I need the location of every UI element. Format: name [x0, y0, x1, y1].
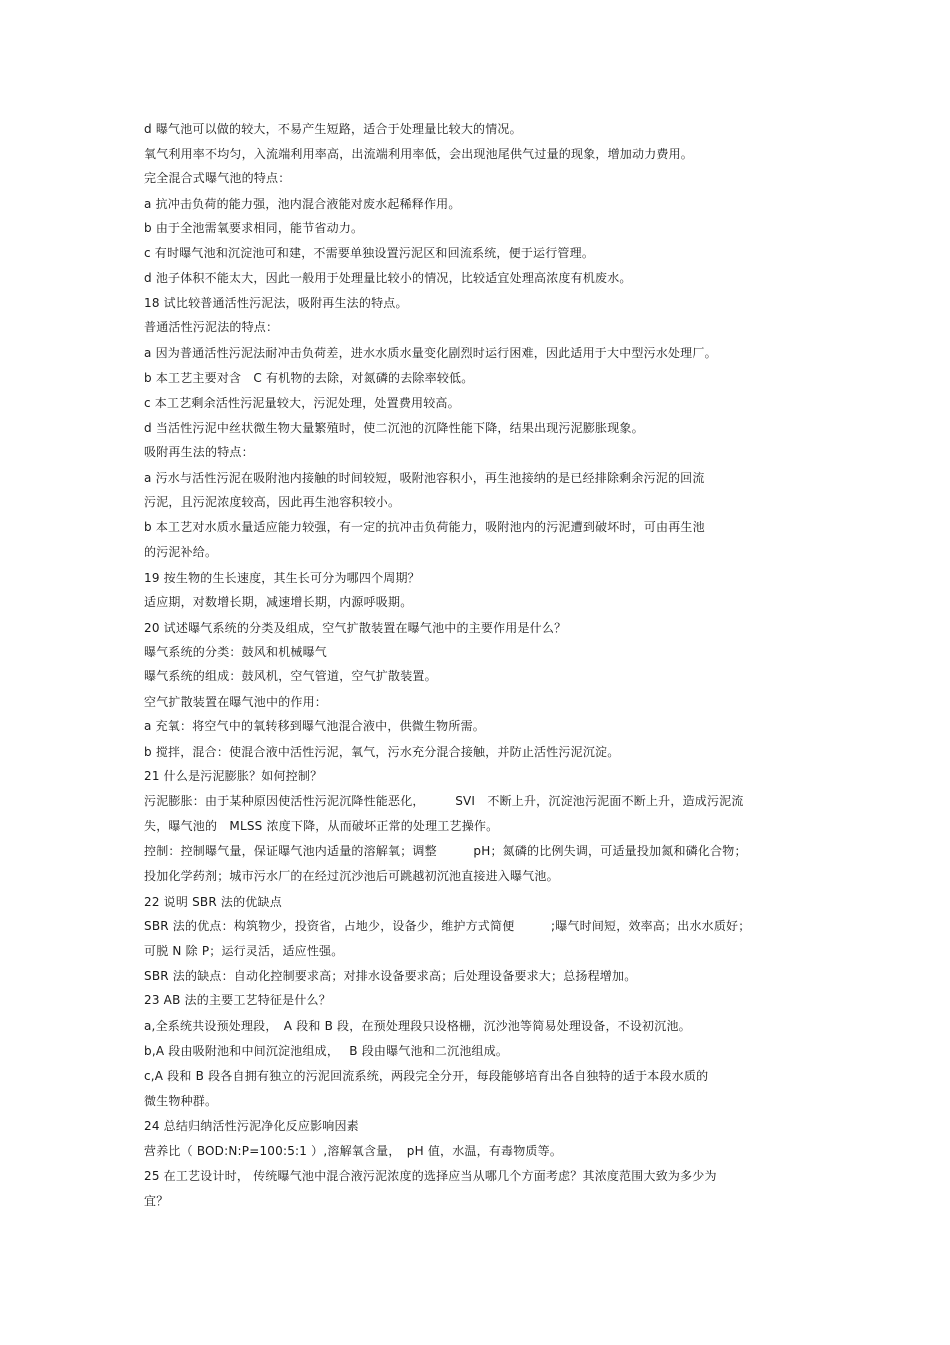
- text-line: d 池子体积不能太大，因此一般用于处理量比较小的情况，比较适宜处理高浓度有机废水。: [144, 271, 632, 285]
- text-line: 完全混合式曝气池的特点：: [144, 171, 291, 185]
- text-line: 空气扩散装置在曝气池中的作用：: [144, 695, 328, 709]
- text-line: SBR 法的优点：构筑物少，投资省，占地少，设备少，维护方式简便 ;曝气时间短，效率高；出水水质好；: [144, 919, 751, 933]
- text-line: d 当活性污泥中丝状微生物大量繁殖时，使二沉池的沉降性能下降，结果出现污泥膨胀现象。: [144, 421, 644, 435]
- text-line: 19 按生物的生长速度，其生长可分为哪四个周期？: [144, 571, 420, 585]
- text-line: 污泥，且污泥浓度较高，因此再生池容积较小。: [144, 495, 401, 509]
- text-line: a 污水与活性污泥在吸附池内接触的时间较短，吸附池容积小，再生池接纳的是已经排除剩余污泥的回流: [144, 471, 705, 485]
- text-line: b 本工艺对水质水量适应能力较强，有一定的抗冲击负荷能力，吸附池内的污泥遭到破坏时，可由再生池: [144, 520, 705, 534]
- text-line: c 本工艺剩余活性污泥量较大，污泥处理，处置费用较高。: [144, 396, 460, 410]
- text-line: 的污泥补给。: [144, 545, 218, 559]
- text-line: 宜？: [144, 1194, 169, 1208]
- text-line: 曝气系统的分类：鼓风和机械曝气: [144, 645, 328, 659]
- text-line: 22 说明 SBR 法的优缺点: [144, 895, 282, 909]
- text-line: 失，曝气池的 MLSS 浓度下降，从而破坏正常的处理工艺操作。: [144, 819, 499, 833]
- text-line: 氧气利用率不均匀，入流端利用率高，出流端利用率低，会出现池尾供气过量的现象，增加动力费用。: [144, 147, 694, 161]
- text-line: 营养比（ BOD:N:P=100:5:1 ）,溶解氧含量， pH 值，水温，有毒物质等。: [144, 1144, 563, 1158]
- text-line: a 因为普通活性污泥法耐冲击负荷差，进水水质水量变化剧烈时运行困难，因此适用于大中型污水处理厂。: [144, 346, 717, 360]
- text-line: 适应期，对数增长期，减速增长期，内源呼吸期。: [144, 595, 413, 609]
- text-line: a,全系统共设预处理段， A 段和 B 段，在预处理段只设格栅，沉沙池等简易处理设备，不设初沉池。: [144, 1019, 691, 1033]
- text-line: 吸附再生法的特点：: [144, 445, 254, 459]
- text-line: 可脱 N 除 P；运行灵活，适应性强。: [144, 944, 344, 958]
- text-line: 24 总结归纳活性污泥净化反应影响因素: [144, 1119, 359, 1133]
- text-line: b 搅拌，混合：使混合液中活性污泥，氧气，污水充分混合接触，并防止活性污泥沉淀。: [144, 745, 620, 759]
- text-line: c 有时曝气池和沉淀池可和建，不需要单独设置污泥区和回流系统，便于运行管理。: [144, 246, 595, 260]
- text-line: 曝气系统的组成：鼓风机，空气管道，空气扩散装置。: [144, 669, 437, 683]
- text-line: 20 试述曝气系统的分类及组成，空气扩散装置在曝气池中的主要作用是什么？: [144, 621, 567, 635]
- text-line: 23 AB 法的主要工艺特征是什么？: [144, 993, 331, 1007]
- text-line: 18 试比较普通活性污泥法，吸附再生法的特点。: [144, 296, 408, 310]
- text-line: SBR 法的缺点：自动化控制要求高；对排水设备要求高；后处理设备要求大；总扬程增加。: [144, 969, 637, 983]
- text-line: b,A 段由吸附池和中间沉淀池组成， B 段由曝气池和二沉池组成。: [144, 1044, 509, 1058]
- text-line: 普通活性污泥法的特点：: [144, 320, 279, 334]
- text-line: 21 什么是污泥膨胀？如何控制？: [144, 769, 323, 783]
- text-line: c,A 段和 B 段各自拥有独立的污泥回流系统，两段完全分开，每段能够培育出各自独特的适于本段水质的: [144, 1069, 709, 1083]
- text-line: b 由于全池需氧要求相同，能节省动力。: [144, 221, 364, 235]
- text-line: 微生物种群。: [144, 1094, 218, 1108]
- text-line: 投加化学药剂；城市污水厂的在经过沉沙池后可跳越初沉池直接进入曝气池。: [144, 869, 559, 883]
- text-line: 控制：控制曝气量，保证曝气池内适量的溶解氧；调整 pH；氮磷的比例失调，可适量投加氮和磷化合物；: [144, 844, 747, 858]
- text-line: d 曝气池可以做的较大，不易产生短路，适合于处理量比较大的情况。: [144, 122, 522, 136]
- text-line: b 本工艺主要对含 C 有机物的去除，对氮磷的去除率较低。: [144, 371, 474, 385]
- text-line: 25 在工艺设计时， 传统曝气池中混合液污泥浓度的选择应当从哪几个方面考虑？其浓度范围大致为多少为: [144, 1169, 717, 1183]
- text-line: a 抗冲击负荷的能力强，池内混合液能对废水起稀释作用。: [144, 197, 461, 211]
- text-line: a 充氧：将空气中的氧转移到曝气池混合液中，供微生物所需。: [144, 719, 485, 733]
- text-line: 污泥膨胀：由于某种原因使活性污泥沉降性能恶化， SVI 不断上升，沉淀池污泥面不断上升，造成污泥流: [144, 794, 744, 808]
